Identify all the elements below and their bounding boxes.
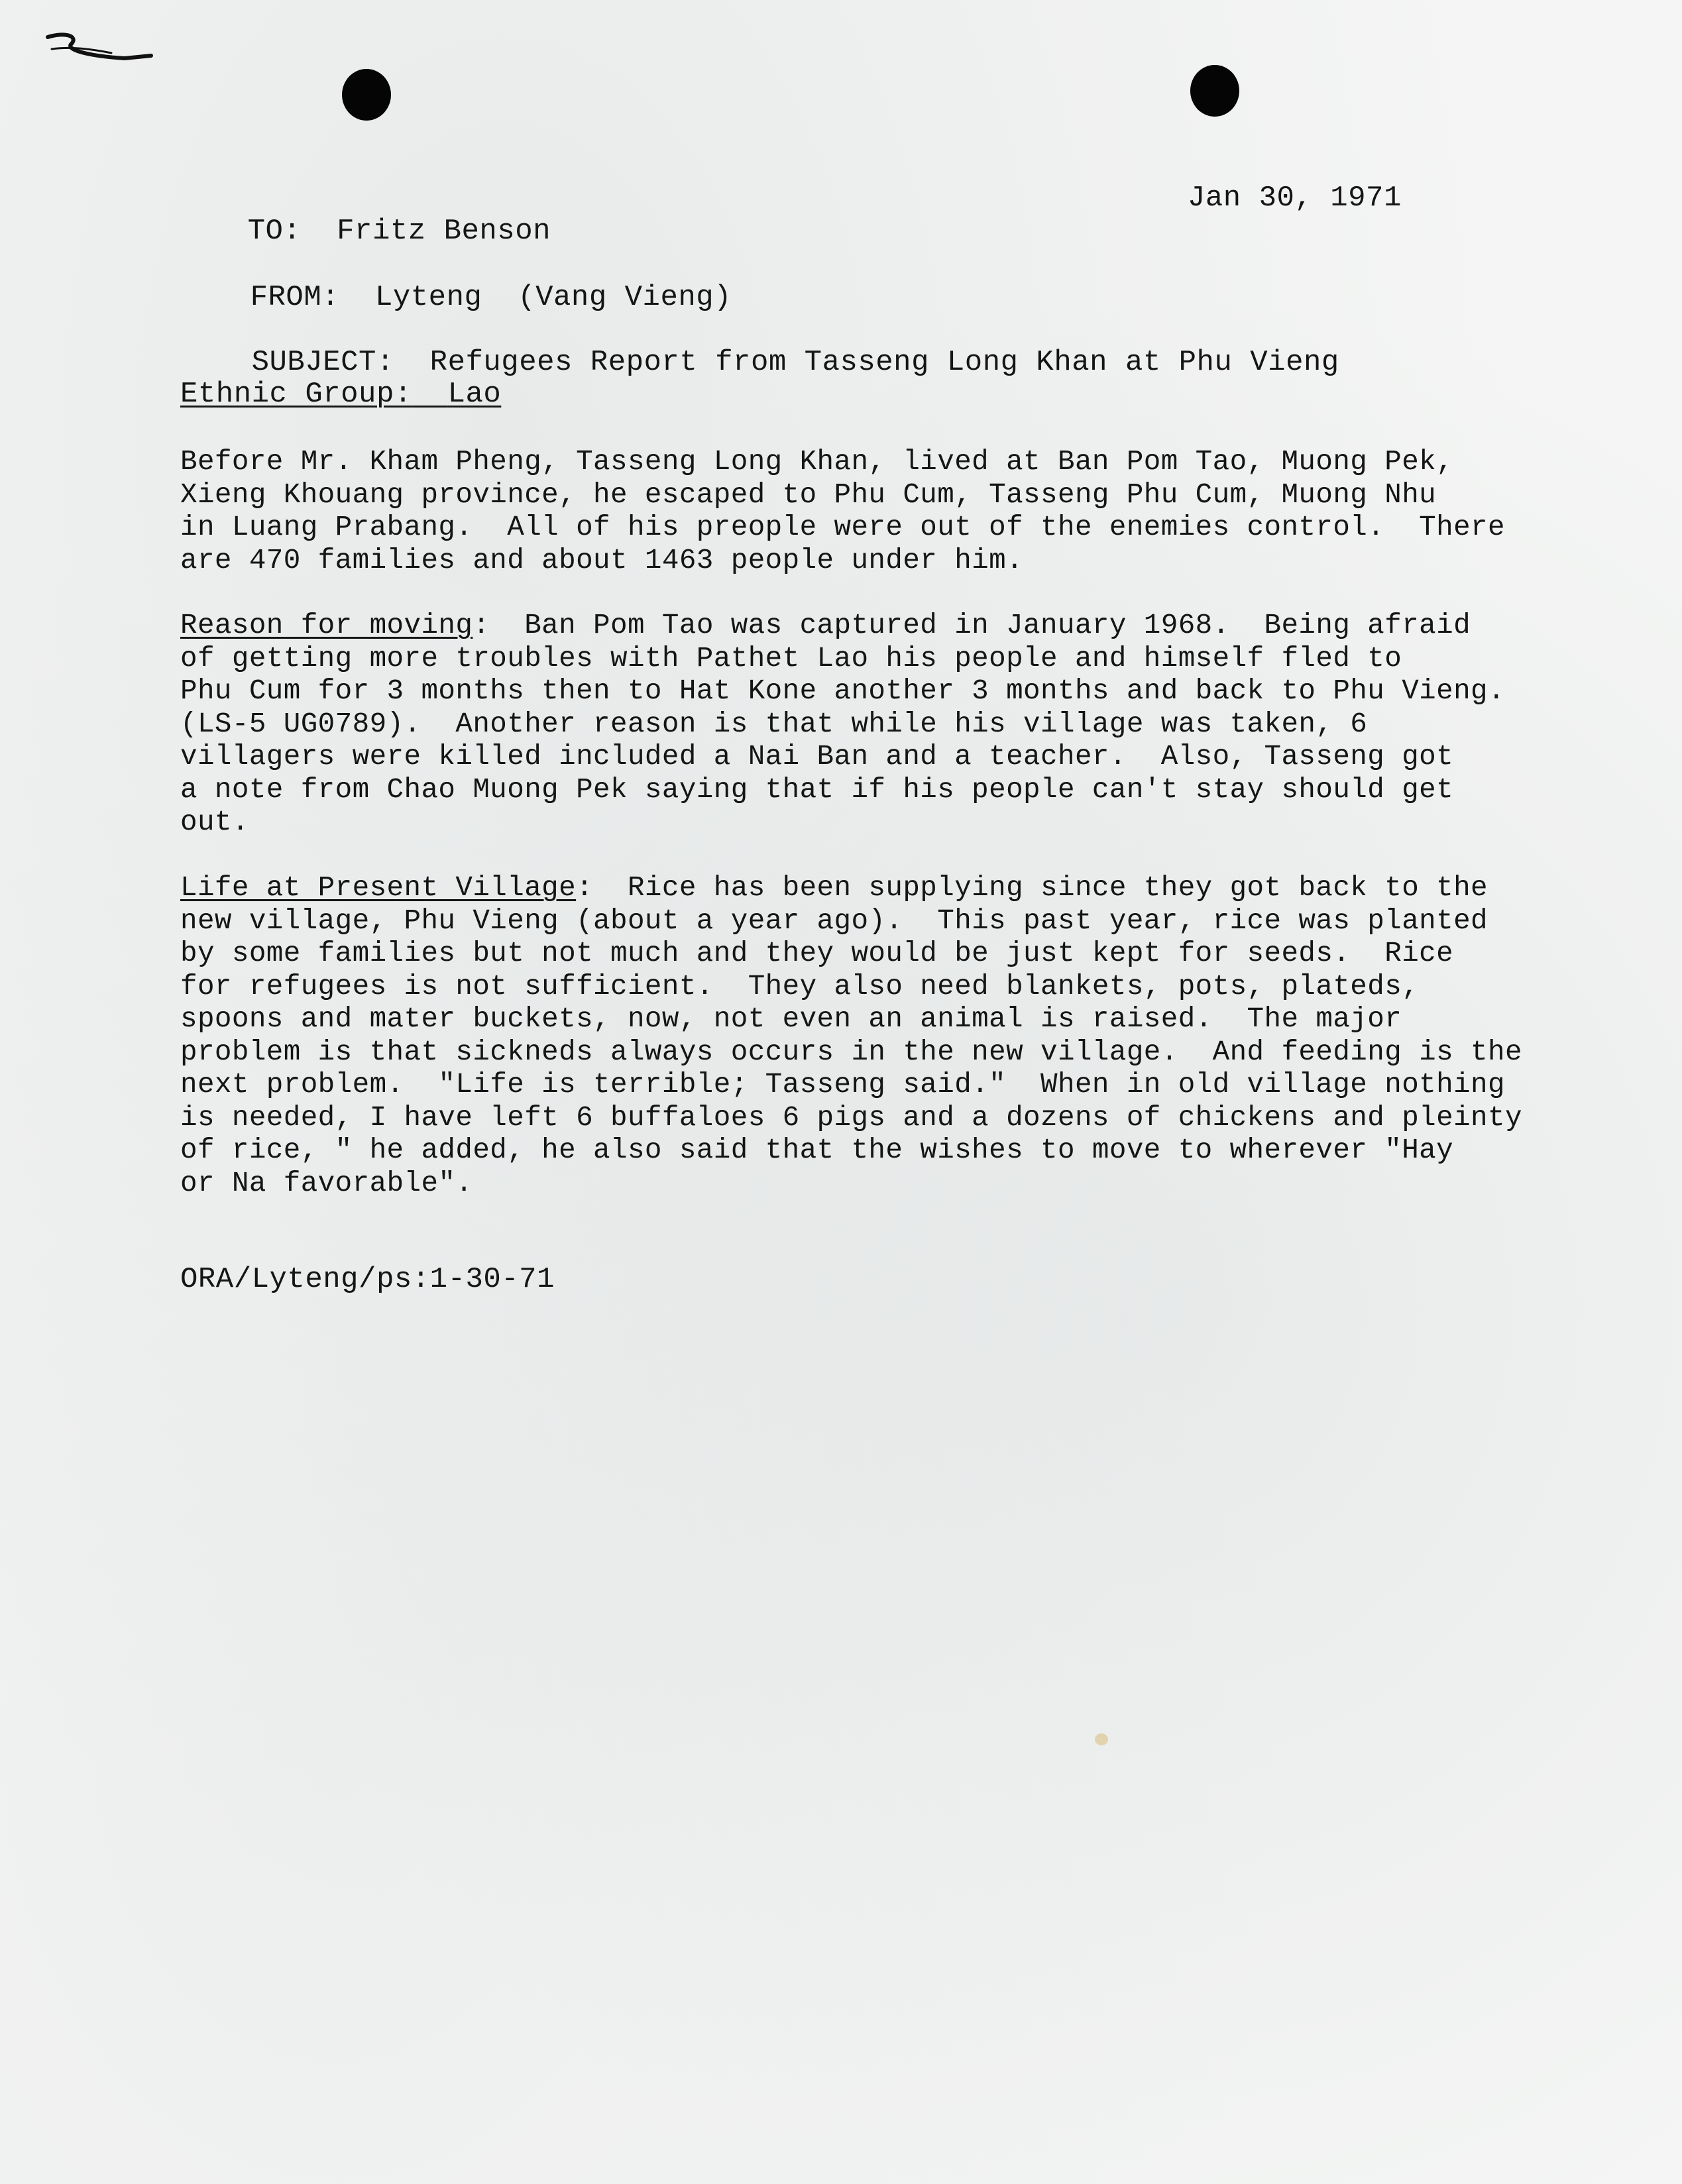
from-label: FROM: (250, 281, 340, 314)
subject-label: SUBJECT: (251, 346, 394, 379)
to-label: TO: (247, 215, 302, 248)
paragraph-line: new village, Phu Vieng (about a year ago). This past year, rice was planted (180, 904, 1488, 937)
paragraph-line: Phu Cum for 3 months then to Hat Kone another 3 months and back to Phu Vieng. (180, 675, 1505, 707)
paragraph-line: are 470 families and about 1463 people under him. (180, 544, 1024, 576)
paragraph-line: in Luang Prabang. All of his preople were out of the enemies control. There (180, 512, 1505, 543)
paragraph-line: villagers were killed included a Nai Ban and a teacher. Also, Tasseng got (180, 741, 1454, 773)
paragraph-line: next problem. "Life is terrible; Tasseng said." When in old village nothing (180, 1069, 1505, 1101)
section-heading: Life at Present Village (180, 872, 577, 904)
paragraph-first-line (180, 872, 1488, 905)
paper-stain (1095, 1733, 1108, 1745)
punch-hole-left (342, 69, 391, 121)
paragraph-line: (LS-5 UG0789). Another reason is that while his village was taken, 6 (180, 708, 1368, 740)
reference-initials: ORA/Lyteng/ps:1-30-71 (180, 1263, 555, 1296)
paragraph-line: of rice, " he added, he also said that the wishes to move to wherever "Hay (180, 1134, 1454, 1166)
paragraph-line: a note from Chao Muong Pek saying that if his people can't stay should get (180, 773, 1454, 806)
subject-value: Refugees Report from Tasseng Long Khan at Phu Vieng (429, 346, 1339, 379)
paragraph-line: problem is that sickneds always occurs in the new village. And feeding is the (180, 1036, 1522, 1068)
paragraph-line: for refugees is not sufficient. They also need blankets, pots, plateds, (180, 970, 1420, 1003)
paragraph-line: Xieng Khouang province, he escaped to Phu Cum, Tasseng Phu Cum, Muong Nhu (180, 478, 1437, 511)
paragraph-line-rest: : Rice has been supplying since they got back to the (576, 872, 1488, 904)
paragraph-line: is needed, I have left 6 buffaloes 6 pigs and a dozens of chickens and pleinty (180, 1101, 1522, 1134)
paragraph-reason-for-moving (180, 610, 1505, 840)
paragraph-line-rest: : Ban Pom Tao was captured in January 1968. Being afraid (473, 610, 1471, 641)
paragraph-life-at-present-village (180, 872, 1522, 1200)
paragraph-background (180, 446, 1505, 577)
to-value: Fritz Benson (337, 215, 551, 248)
paragraph-first-line (180, 610, 1479, 643)
section-heading: Reason for moving (180, 610, 473, 641)
paragraph-line: Before Mr. Kham Pheng, Tasseng Long Khan, lived at Ban Pom Tao, Muong Pek, (180, 446, 1454, 478)
paragraph-line: of getting more troubles with Pathet Lao his people and himself fled to (180, 642, 1402, 675)
paragraph-line: out. (180, 806, 249, 838)
ethnic-value: Lao (447, 378, 502, 411)
ethnic-label: Ethnic Group: (180, 378, 412, 411)
from-value: Lyteng (Vang Vieng) (374, 281, 732, 314)
paragraph-line: by some families but not much and they would be just kept for seeds. Rice (180, 938, 1454, 969)
pen-mark (45, 29, 158, 76)
memo-date: Jan 30, 1971 (1188, 182, 1402, 215)
paragraph-line: spoons and mater buckets, now, not even an animal is raised. The major (180, 1003, 1402, 1035)
ethnic-group-line (180, 378, 501, 411)
punch-hole-right (1190, 65, 1239, 117)
paragraph-line: or Na favorable". (180, 1167, 473, 1199)
